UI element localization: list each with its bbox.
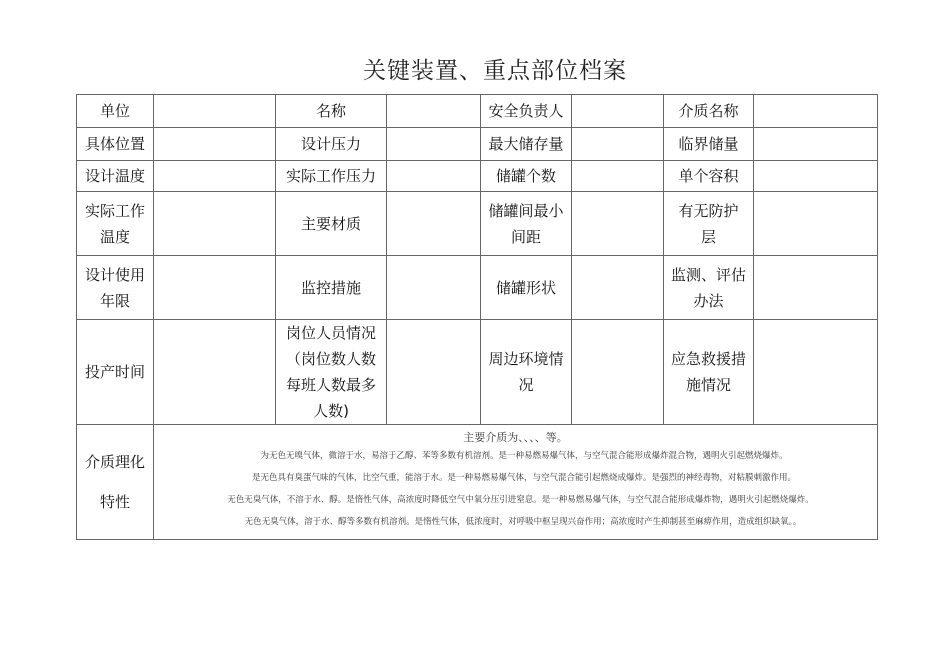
- label-line: 特性: [99, 493, 130, 511]
- value-unit: [154, 95, 276, 128]
- value-tank-count: [572, 161, 664, 192]
- value-emergency: [754, 320, 878, 425]
- table-row: [77, 320, 878, 425]
- label-tank-count: 储罐个数: [481, 161, 572, 192]
- label-emergency: [664, 320, 754, 425]
- medium-properties-text: [154, 425, 878, 540]
- label-line: （岗位数人数: [285, 350, 376, 368]
- label-unit-volume: 单个容积: [664, 161, 754, 192]
- property-line: 无色无臭气体，不溶于水、醇。是惰性气体，高浓度时降低空气中氧分压引进窒息。是一种易燃易爆气体，与空气混合能形成爆炸物，遇明火引起燃烧爆炸。: [227, 495, 814, 505]
- value-name: [387, 95, 481, 128]
- label-name: 名称: [276, 95, 387, 128]
- label-line: 年限: [99, 291, 130, 310]
- value-service-life: [154, 256, 276, 320]
- table-row: [77, 192, 878, 256]
- label-line: 每班人数最多: [285, 376, 376, 394]
- label-actual-pressure: 实际工作压力: [276, 161, 387, 192]
- label-unit: 单位: [77, 95, 154, 128]
- property-line: 是无色具有臭蛋气味的气体，比空气重，能溶于水。是一种易燃易爆气体，与空气混合能引起燃烧成爆炸。是强烈的神经毒物，对粘膜刺激作用。: [251, 473, 796, 483]
- label-line: 监测、评估: [670, 265, 746, 284]
- label-safety-officer: 安全负责人: [481, 95, 572, 128]
- table-row: [77, 128, 878, 161]
- property-line: 无色无臭气体，溶于水、醇等多数有机溶剂。是惰性气体，低浓度时，对呼吸中枢呈现兴奋作用；高浓度时产生抑制甚至麻痹作用，造成组织缺氧。。: [244, 517, 802, 527]
- label-actual-temp: [77, 192, 154, 256]
- label-medium-properties: [77, 425, 154, 540]
- table-row: [77, 95, 878, 128]
- label-line: 介质理化: [84, 453, 145, 471]
- property-line: 为无色无嗅气体，微溶于水，易溶于乙醇、苯等多数有机溶剂。是一种易燃易爆气体，与空气混合能形成爆炸混合物，遇明火引起燃烧爆炸。: [260, 451, 788, 461]
- label-production-time: 投产时间: [77, 320, 154, 425]
- value-monitoring: [387, 256, 481, 320]
- label-assessment: [664, 256, 754, 320]
- value-assessment: [754, 256, 878, 320]
- label-line: 况: [518, 376, 534, 394]
- label-location: 具体位置: [77, 128, 154, 161]
- value-design-temp: [154, 161, 276, 192]
- label-line: 应急救援措: [670, 350, 746, 368]
- label-staff: [276, 320, 387, 425]
- label-line: 设计使用: [84, 265, 145, 284]
- label-medium-name: 介质名称: [664, 95, 754, 128]
- label-environment: [481, 320, 572, 425]
- page-title: 关键装置、重点部位档案: [363, 58, 627, 84]
- value-medium-name: [754, 95, 878, 128]
- label-design-temp: 设计温度: [77, 161, 154, 192]
- value-unit-volume: [754, 161, 878, 192]
- value-staff: [387, 320, 481, 425]
- label-max-storage: 最大储存量: [481, 128, 572, 161]
- label-tank-shape: 储罐形状: [481, 256, 572, 320]
- label-service-life: [77, 256, 154, 320]
- label-line: 有无防护: [678, 201, 739, 220]
- label-design-pressure: 设计压力: [276, 128, 387, 161]
- value-production-time: [154, 320, 276, 425]
- label-line: 周边环境情: [488, 350, 564, 368]
- label-line: 温度: [99, 227, 130, 246]
- label-tank-spacing: [481, 192, 572, 256]
- value-actual-pressure: [387, 161, 481, 192]
- value-critical-storage: [754, 128, 878, 161]
- label-line: 间距: [510, 227, 541, 246]
- label-line: 人数): [313, 402, 349, 420]
- value-environment: [572, 320, 664, 425]
- value-max-storage: [572, 128, 664, 161]
- table-row: [77, 256, 878, 320]
- label-line: 储罐间最小: [488, 201, 564, 220]
- label-line: 施情况: [685, 376, 731, 394]
- value-location: [154, 128, 276, 161]
- label-line: 岗位人员情况: [285, 324, 376, 342]
- archive-table: [76, 94, 878, 540]
- value-tank-shape: [572, 256, 664, 320]
- value-design-pressure: [387, 128, 481, 161]
- table-row: [77, 161, 878, 192]
- label-protection-layer: [664, 192, 754, 256]
- properties-intro: 主要介质为、、、、等。: [463, 431, 568, 444]
- label-line: 办法: [693, 291, 724, 310]
- value-protection-layer: [754, 192, 878, 256]
- label-main-material: 主要材质: [276, 192, 387, 256]
- label-line: 层: [700, 227, 716, 246]
- value-tank-spacing: [572, 192, 664, 256]
- value-actual-temp: [154, 192, 276, 256]
- label-line: 实际工作: [84, 201, 145, 220]
- value-safety-officer: [572, 95, 664, 128]
- value-main-material: [387, 192, 481, 256]
- table-row: [77, 425, 878, 540]
- label-monitoring: 监控措施: [276, 256, 387, 320]
- label-critical-storage: 临界储量: [664, 128, 754, 161]
